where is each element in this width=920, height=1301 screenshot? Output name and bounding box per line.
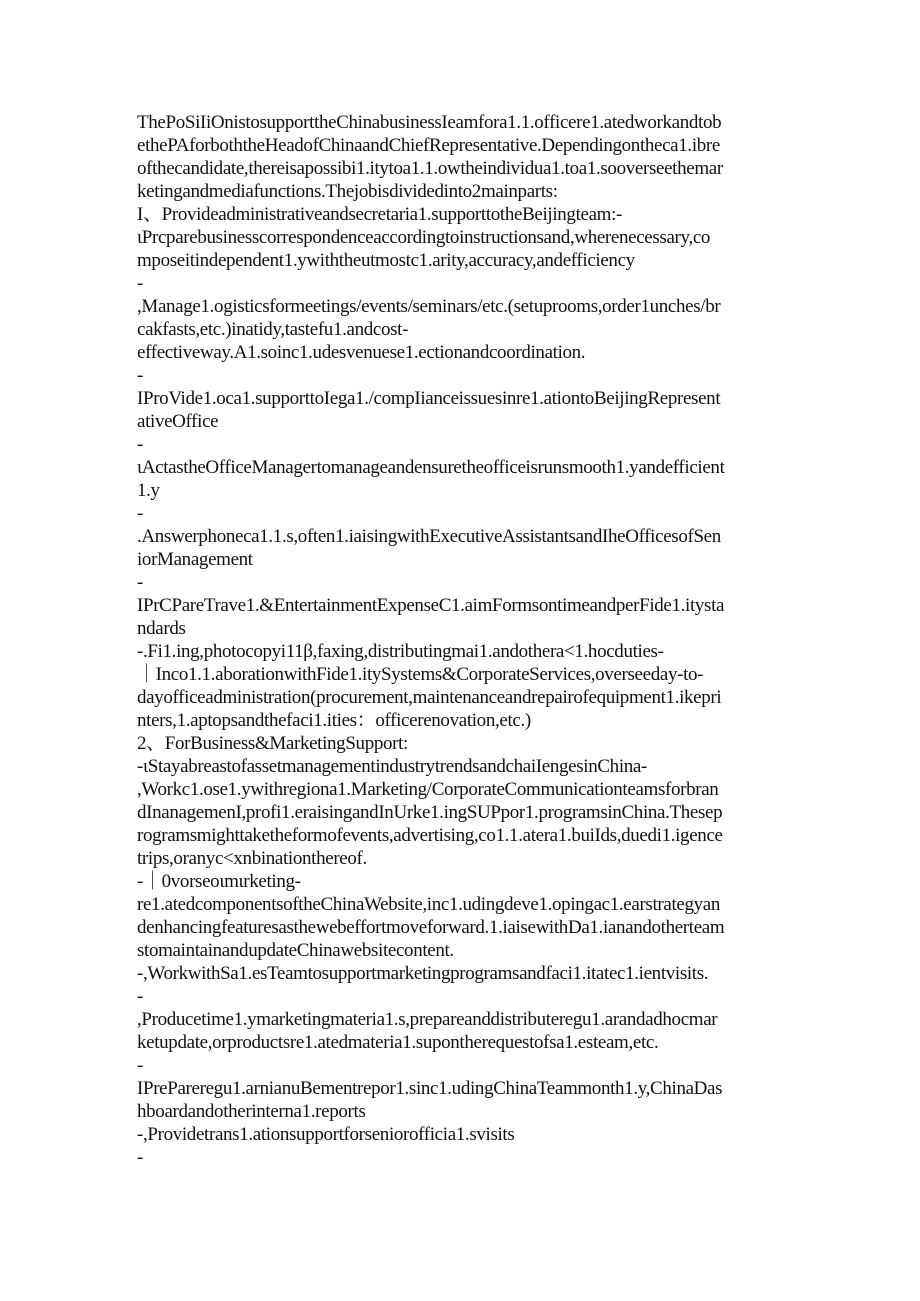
text-line: -｜0vorseoιmιrketing-: [137, 871, 301, 892]
text-line: iorManagement: [137, 549, 253, 570]
text-line: 1.y: [137, 480, 160, 501]
text-line: ιPrcparebusinesscorrespondenceaccordingtoinstructionsand,wherenecessary,co: [137, 227, 711, 248]
text-line: -: [137, 572, 143, 593]
text-line: rogramsmighttaketheformofevents,advertising,co1.1.atera1.buiIds,duedi1.igence: [137, 825, 723, 846]
text-line: IPrCPareTrave1.&EntertainmentExpenseC1.aimFormsontimeandperFide1.itysta: [137, 595, 725, 616]
text-line: nters,1.aptopsandthefaci1.ities：officerenovation,etc.): [137, 710, 531, 731]
text-line: -,Providetrans1.ationsupportforseniorofficia1.svisits: [137, 1124, 515, 1145]
text-line: re1.atedcomponentsoftheChinaWebsite,inc1.udingdeve1.opingac1.earstrategyan: [137, 894, 721, 915]
text-line: -: [137, 986, 143, 1007]
text-line: -: [137, 365, 143, 386]
text-line: cakfasts,etc.)inatidy,tastefu1.andcost-: [137, 319, 409, 340]
text-line: -: [137, 503, 143, 524]
text-line: ,Workc1.ose1.ywithregiona1.Marketing/CorporateCommunicationteamsforbran: [137, 779, 719, 800]
text-line: ,Manage1.ogisticsformeetings/events/seminars/etc.(setuprooms,order1unches/br: [137, 296, 721, 317]
text-line: -: [137, 434, 143, 455]
text-line: -: [137, 1147, 143, 1168]
text-line: ιActastheOfficeManagertomanageandensuretheofficeisrunsmooth1.yandefficient: [137, 457, 725, 478]
text-line: effectiveway.A1.soinc1.udesvenuese1.ectionandcoordination.: [137, 342, 586, 363]
text-line: ketupdate,orproductsre1.atedmateria1.supontherequestofsa1.esteam,etc.: [137, 1032, 659, 1053]
text-line: dayofficeadministration(procurement,maintenanceandrepairofequipment1.ikepri: [137, 687, 722, 708]
text-line: -ιStayabreastofassetmanagementindustrytrendsandchaiIengesinChina-: [137, 756, 647, 777]
text-line: -: [137, 273, 143, 294]
text-line: .Answerphoneca1.1.s,often1.iaisingwithExecutiveAssistantsandIheOfficesofSen: [137, 526, 721, 547]
text-line: I、Provideadministrativeandsecretaria1.supporttotheBeijingteam:-: [137, 204, 622, 225]
text-line: IProVide1.oca1.supporttoIega1./compIianceissuesinre1.ationtoBeijingRepresent: [137, 388, 721, 409]
text-line: ThePoSiIiOnistosupporttheChinabusinessIeamfora1.1.officere1.atedworkandtob: [137, 112, 722, 133]
text-line: dInanagemenI,profi1.eraisingandInUrke1.ingSUPpor1.programsinChina.Thesep: [137, 802, 723, 823]
text-line: -,WorkwithSa1.esTeamtosupportmarketingprogramsandfaci1.itatec1.ientvisits.: [137, 963, 709, 984]
text-line: -.Fi1.ing,photocopyi11β,faxing,distributingmai1.andothera<1.hocduties-: [137, 641, 664, 662]
text-line: ofthecandidate,thereisapossibi1.itytoa1.1.owtheindividua1.toa1.sooverseethemar: [137, 158, 723, 179]
document-body: [137, 111, 797, 1169]
text-line: stomaintainandupdateChinawebsitecontent.: [137, 940, 454, 961]
text-line: ethePAforboththeHeadofChinaandChiefRepresentative.Dependingontheca1.ibre: [137, 135, 720, 156]
text-line: mposeitindependent1.ywiththeutmostc1.arity,accuracy,andefficiency: [137, 250, 635, 271]
text-line: ativeOffice: [137, 411, 219, 432]
text-line: -: [137, 1055, 143, 1076]
text-line: IPrePareregu1.arnianuBementrepor1.sinc1.udingChinaTeammonth1.y,ChinaDas: [137, 1078, 723, 1099]
text-line: ,Producetime1.ymarketingmateria1.s,prepareanddistributeregu1.arandadhocmar: [137, 1009, 718, 1030]
text-line: ｜Inco1.1.aborationwithFide1.itySystems&CorporateServices,overseeday-to-: [137, 664, 704, 685]
text-line: trips,oranyc<xnbinationthereof.: [137, 848, 367, 869]
text-line: denhancingfeaturesasthewebeffortmoveforward.1.iaisewithDa1.ianandotherteam: [137, 917, 725, 938]
text-line: ketingandmediafunctions.Thejobisdividedinto2mainparts:: [137, 181, 558, 202]
text-line: hboardandotherinterna1.reports: [137, 1101, 366, 1122]
text-line: ndards: [137, 618, 186, 639]
text-line: 2、ForBusiness&MarketingSupport:: [137, 733, 408, 754]
